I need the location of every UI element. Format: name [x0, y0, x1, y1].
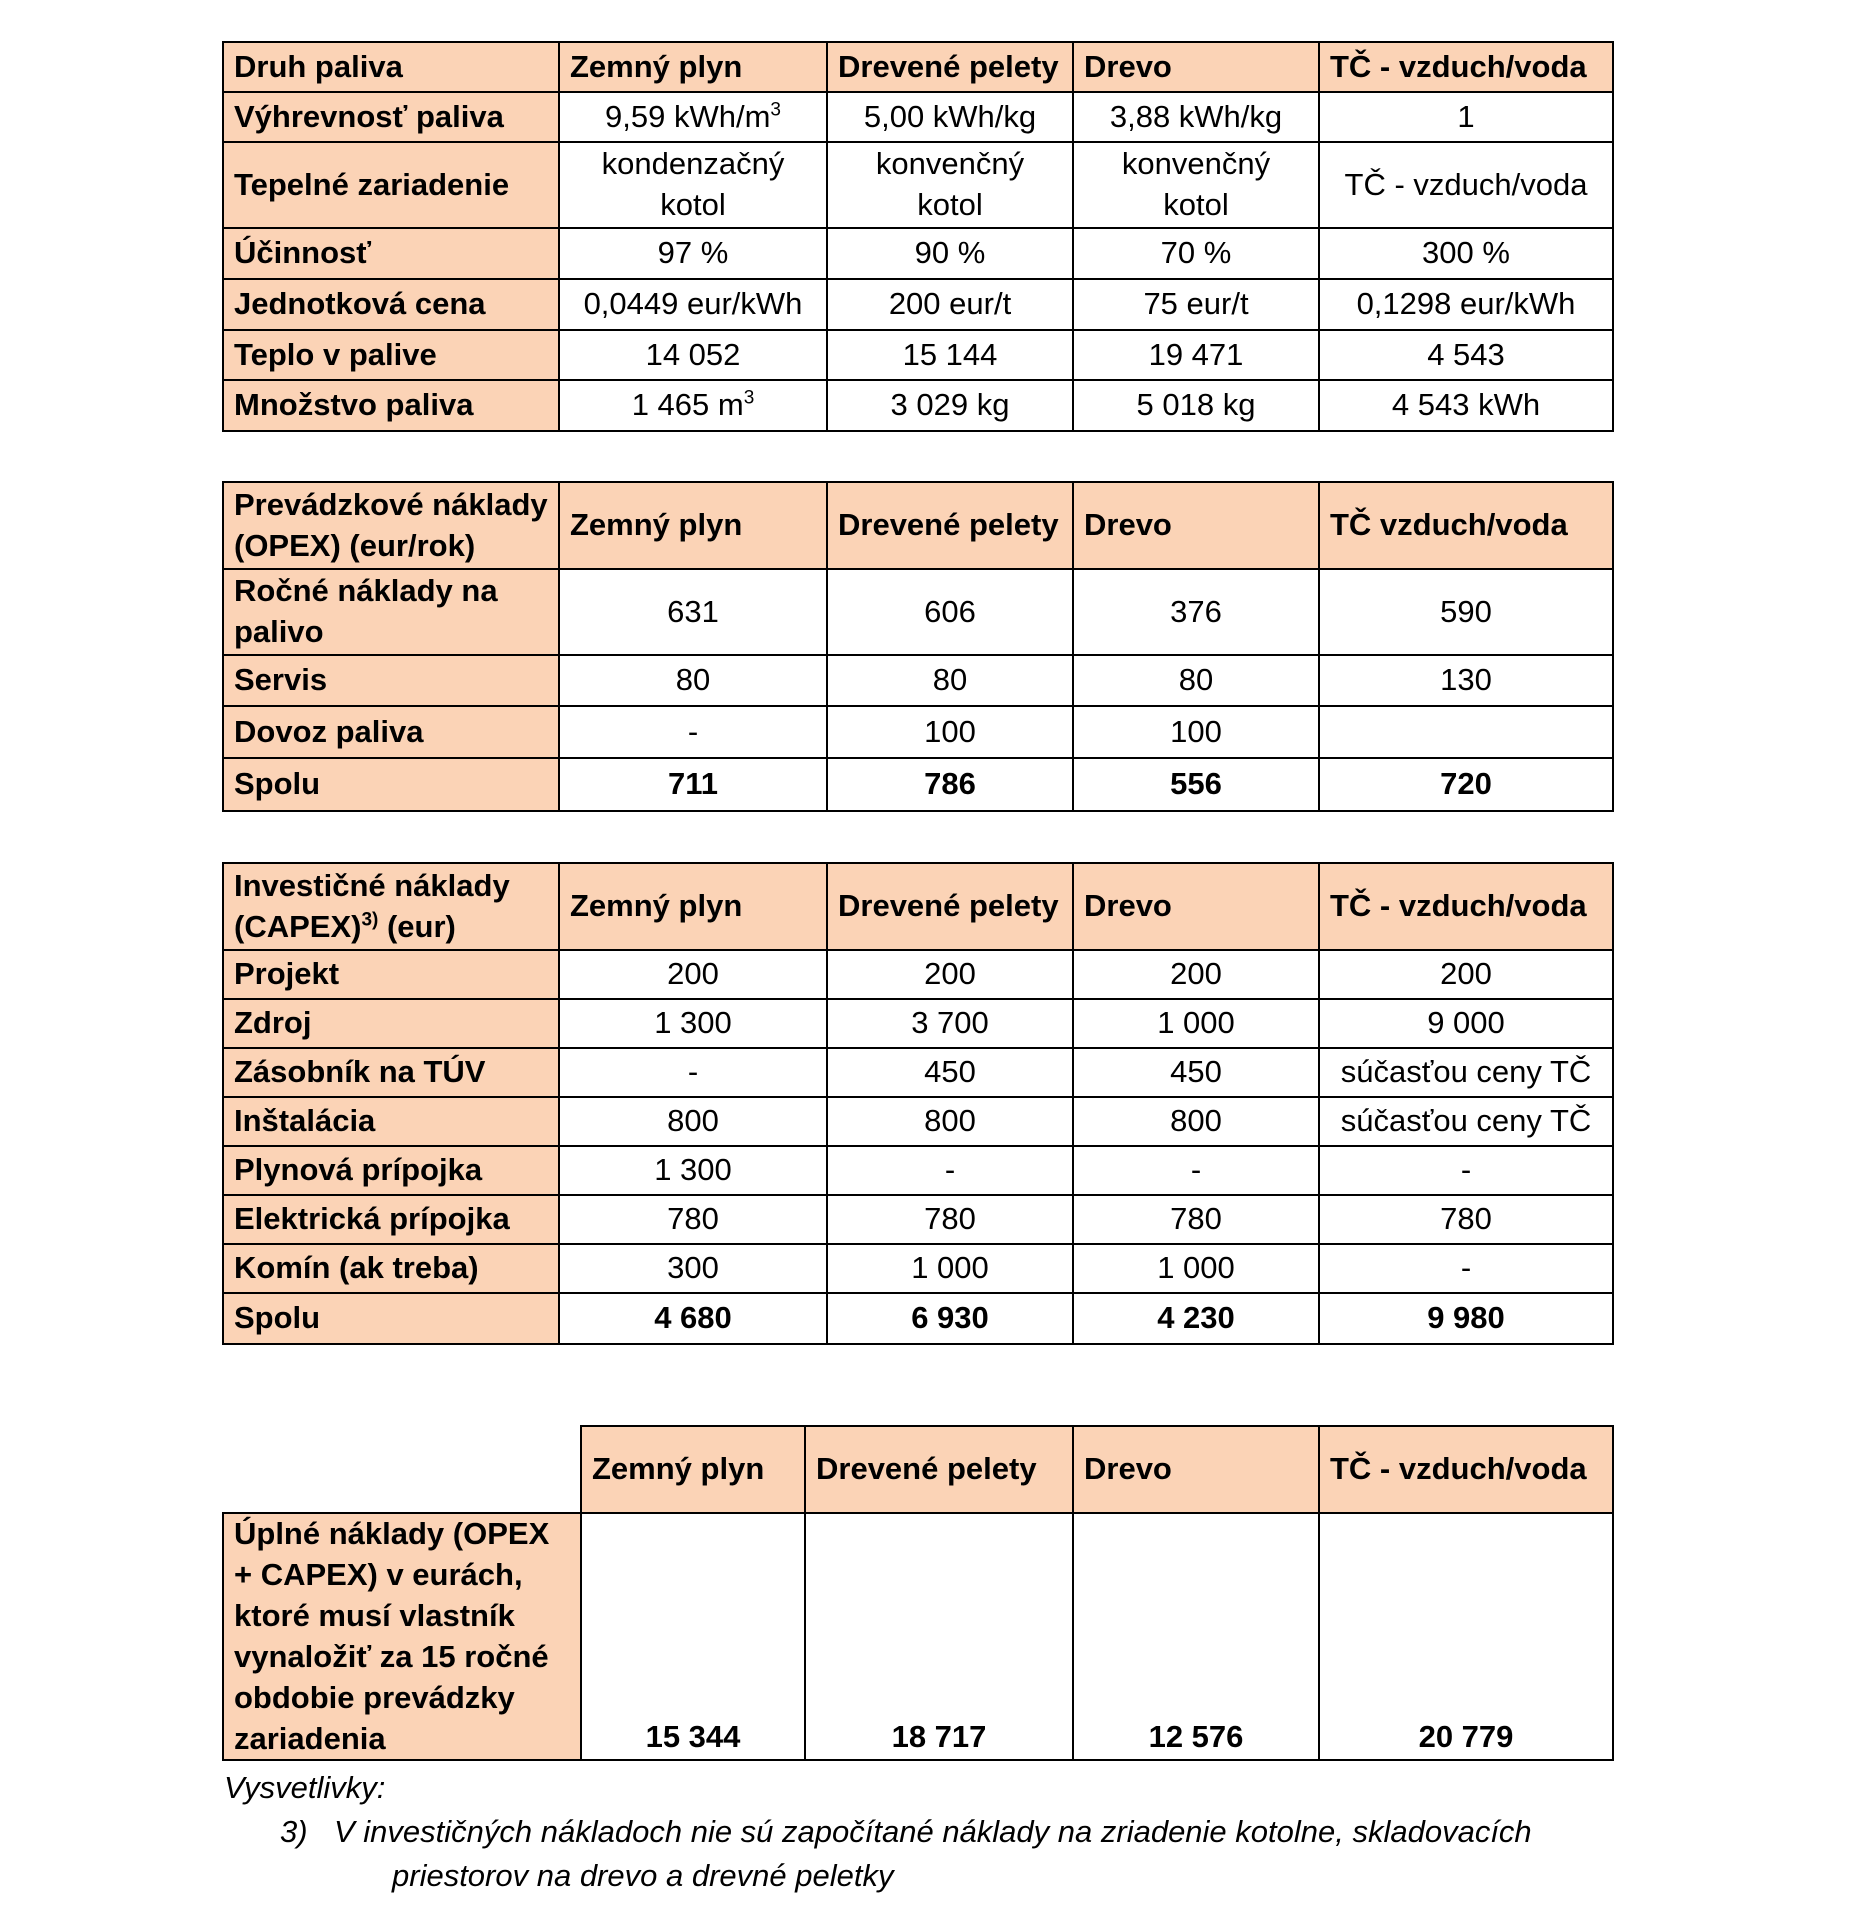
- table-cell: 100: [827, 706, 1073, 758]
- row-label: Výhrevnosť paliva: [223, 92, 559, 142]
- row-label: Plynová prípojka: [223, 1146, 559, 1195]
- table-cell: 300: [559, 1244, 827, 1293]
- table-cell: 12 576: [1073, 1513, 1319, 1760]
- table-cell: 200 eur/t: [827, 279, 1073, 330]
- table-cell: 780: [1319, 1195, 1613, 1244]
- table-cell: 450: [1073, 1048, 1319, 1097]
- table-row: [223, 1513, 1613, 1760]
- footnote-number: 3): [280, 1814, 308, 1849]
- empty-corner-cell: [223, 1426, 581, 1513]
- notes-title: Vysvetlivky:: [224, 1770, 386, 1805]
- table-cell: 1 000: [1073, 999, 1319, 1048]
- table-header-row: [223, 1426, 1613, 1513]
- table-row: [223, 330, 1613, 380]
- table-cell: -: [827, 1146, 1073, 1195]
- header-cell: Drevo: [1073, 863, 1319, 950]
- header-cell: TČ - vzduch/voda: [1319, 863, 1613, 950]
- table-cell: 376: [1073, 569, 1319, 655]
- table-cell: 97 %: [559, 228, 827, 279]
- header-cell: Drevo: [1073, 1426, 1319, 1513]
- table-cell: 90 %: [827, 228, 1073, 279]
- row-label: Dovoz paliva: [223, 706, 559, 758]
- row-label: Servis: [223, 655, 559, 706]
- table-cell: 5 018 kg: [1073, 380, 1319, 431]
- header-cell: TČ vzduch/voda: [1319, 482, 1613, 569]
- table-cell: -: [1319, 1244, 1613, 1293]
- table-cell: 80: [827, 655, 1073, 706]
- table-cell: 20 779: [1319, 1513, 1613, 1760]
- table-cell: 6 930: [827, 1293, 1073, 1344]
- table-cell: 3 029 kg: [827, 380, 1073, 431]
- table-cell: -: [559, 1048, 827, 1097]
- table-cell: 200: [559, 950, 827, 999]
- row-label: Zásobník na TÚV: [223, 1048, 559, 1097]
- table-row: [223, 1195, 1613, 1244]
- table-row: [223, 1097, 1613, 1146]
- row-label: Množstvo paliva: [223, 380, 559, 431]
- table-cell: 3 700: [827, 999, 1073, 1048]
- row-label: Úplné náklady (OPEX + CAPEX) v eurách, ktoré musí vlastník vynaložiť za 15 ročné obdobie prevádzky zariadenia: [223, 1513, 581, 1760]
- header-cell: TČ - vzduch/voda: [1319, 1426, 1613, 1513]
- table-cell: 130: [1319, 655, 1613, 706]
- row-label: Spolu: [223, 758, 559, 811]
- row-label: Projekt: [223, 950, 559, 999]
- footnote-item: [224, 1814, 1532, 1850]
- table-header-row: [223, 482, 1613, 569]
- table-cell: 300 %: [1319, 228, 1613, 279]
- table-cell: 80: [1073, 655, 1319, 706]
- table-cell: 80: [559, 655, 827, 706]
- table-header-row: [223, 42, 1613, 92]
- table-cell: 720: [1319, 758, 1613, 811]
- row-label: Inštalácia: [223, 1097, 559, 1146]
- table-row: [223, 950, 1613, 999]
- row-label: Tepelné zariadenie: [223, 142, 559, 228]
- table-cell: TČ - vzduch/voda: [1319, 142, 1613, 228]
- header-cell: Drevené pelety: [827, 42, 1073, 92]
- footnotes: [224, 1770, 1532, 1894]
- row-label: Účinnosť: [223, 228, 559, 279]
- header-cell: Zemný plyn: [559, 863, 827, 950]
- table-cell: 631: [559, 569, 827, 655]
- table-cell: 9 980: [1319, 1293, 1613, 1344]
- table-cell: 4 680: [559, 1293, 827, 1344]
- fuel-properties-table: [222, 41, 1614, 432]
- table-cell: 780: [559, 1195, 827, 1244]
- table-row: [223, 1244, 1613, 1293]
- total-row: [223, 1293, 1613, 1344]
- table-cell: súčasťou ceny TČ: [1319, 1097, 1613, 1146]
- table-cell: 4 230: [1073, 1293, 1319, 1344]
- table-cell: 780: [1073, 1195, 1319, 1244]
- table-row: [223, 142, 1613, 228]
- table-cell: 1 000: [1073, 1244, 1319, 1293]
- header-cell: Zemný plyn: [559, 482, 827, 569]
- total-costs-table: [222, 1425, 1614, 1761]
- table-row: [223, 380, 1613, 431]
- row-label: Komín (ak treba): [223, 1244, 559, 1293]
- table-cell: 711: [559, 758, 827, 811]
- table-cell: súčasťou ceny TČ: [1319, 1048, 1613, 1097]
- table-cell: 450: [827, 1048, 1073, 1097]
- table-cell: 70 %: [1073, 228, 1319, 279]
- table-cell: 1 300: [559, 999, 827, 1048]
- table-cell: 1 000: [827, 1244, 1073, 1293]
- table-row: [223, 655, 1613, 706]
- total-row: [223, 758, 1613, 811]
- table-cell: 9,59 kWh/$m^3$: [559, 92, 827, 142]
- footnote-text: V investičných nákladoch nie sú započítané náklady na zriadenie kotolne, skladovacích: [334, 1814, 1532, 1849]
- table-cell: 606: [827, 569, 1073, 655]
- table-cell: 0,0449 eur/kWh: [559, 279, 827, 330]
- header-cell: Prevádzkové náklady (OPEX) (eur/rok): [223, 482, 559, 569]
- table-cell: 5,00 kWh/kg: [827, 92, 1073, 142]
- table-cell: 1 300: [559, 1146, 827, 1195]
- table-cell: 200: [827, 950, 1073, 999]
- table-cell: -: [1073, 1146, 1319, 1195]
- header-cell: Drevené pelety: [827, 863, 1073, 950]
- table-cell: 4 543: [1319, 330, 1613, 380]
- table-cell: 800: [559, 1097, 827, 1146]
- row-label: Teplo v palive: [223, 330, 559, 380]
- table-cell: 19 471: [1073, 330, 1319, 380]
- table-cell: 15 144: [827, 330, 1073, 380]
- table-cell: 14 052: [559, 330, 827, 380]
- table-row: [223, 228, 1613, 279]
- table-cell: 556: [1073, 758, 1319, 811]
- table-cell: 75 eur/t: [1073, 279, 1319, 330]
- row-label: Ročné náklady na palivo: [223, 569, 559, 655]
- table-cell: 200: [1073, 950, 1319, 999]
- header-cell: Investičné náklady (CAPEX)$^{3)}$ (eur): [223, 863, 559, 950]
- table-cell: 18 717: [805, 1513, 1073, 1760]
- table-cell: 800: [1073, 1097, 1319, 1146]
- header-cell: TČ - vzduch/voda: [1319, 42, 1613, 92]
- table-cell: 15 344: [581, 1513, 805, 1760]
- table-cell: 9 000: [1319, 999, 1613, 1048]
- header-cell: Zemný plyn: [559, 42, 827, 92]
- table-cell: konvenčný kotol: [1073, 142, 1319, 228]
- capex-table: [222, 862, 1614, 1345]
- footnote-text-continued: priestorov na drevo a drevné peletky: [392, 1858, 894, 1893]
- header-cell: Drevo: [1073, 42, 1319, 92]
- table-header-row: [223, 863, 1613, 950]
- table-cell: -: [1319, 1146, 1613, 1195]
- row-label: Elektrická prípojka: [223, 1195, 559, 1244]
- table-cell: 1: [1319, 92, 1613, 142]
- table-cell: kondenzačný kotol: [559, 142, 827, 228]
- table-row: [223, 1048, 1613, 1097]
- table-row: [223, 92, 1613, 142]
- header-cell: Drevo: [1073, 482, 1319, 569]
- row-label: Zdroj: [223, 999, 559, 1048]
- table-cell: 590: [1319, 569, 1613, 655]
- table-cell: 3,88 kWh/kg: [1073, 92, 1319, 142]
- table-row: [223, 569, 1613, 655]
- table-cell: 1 465 $m^3$: [559, 380, 827, 431]
- table-cell: 4 543 kWh: [1319, 380, 1613, 431]
- table-cell: 780: [827, 1195, 1073, 1244]
- table-cell: -: [559, 706, 827, 758]
- table-row: [223, 1146, 1613, 1195]
- table-cell: 100: [1073, 706, 1319, 758]
- table-cell: 800: [827, 1097, 1073, 1146]
- header-cell: Zemný plyn: [581, 1426, 805, 1513]
- table-row: [223, 279, 1613, 330]
- table-cell: [1319, 706, 1613, 758]
- header-cell: Drevené pelety: [805, 1426, 1073, 1513]
- row-label: Spolu: [223, 1293, 559, 1344]
- table-cell: konvenčný kotol: [827, 142, 1073, 228]
- opex-table: [222, 481, 1614, 812]
- table-cell: 200: [1319, 950, 1613, 999]
- table-cell: 0,1298 eur/kWh: [1319, 279, 1613, 330]
- table-cell: 786: [827, 758, 1073, 811]
- header-cell: Druh paliva: [223, 42, 559, 92]
- header-cell: Drevené pelety: [827, 482, 1073, 569]
- row-label: Jednotková cena: [223, 279, 559, 330]
- table-row: [223, 706, 1613, 758]
- table-row: [223, 999, 1613, 1048]
